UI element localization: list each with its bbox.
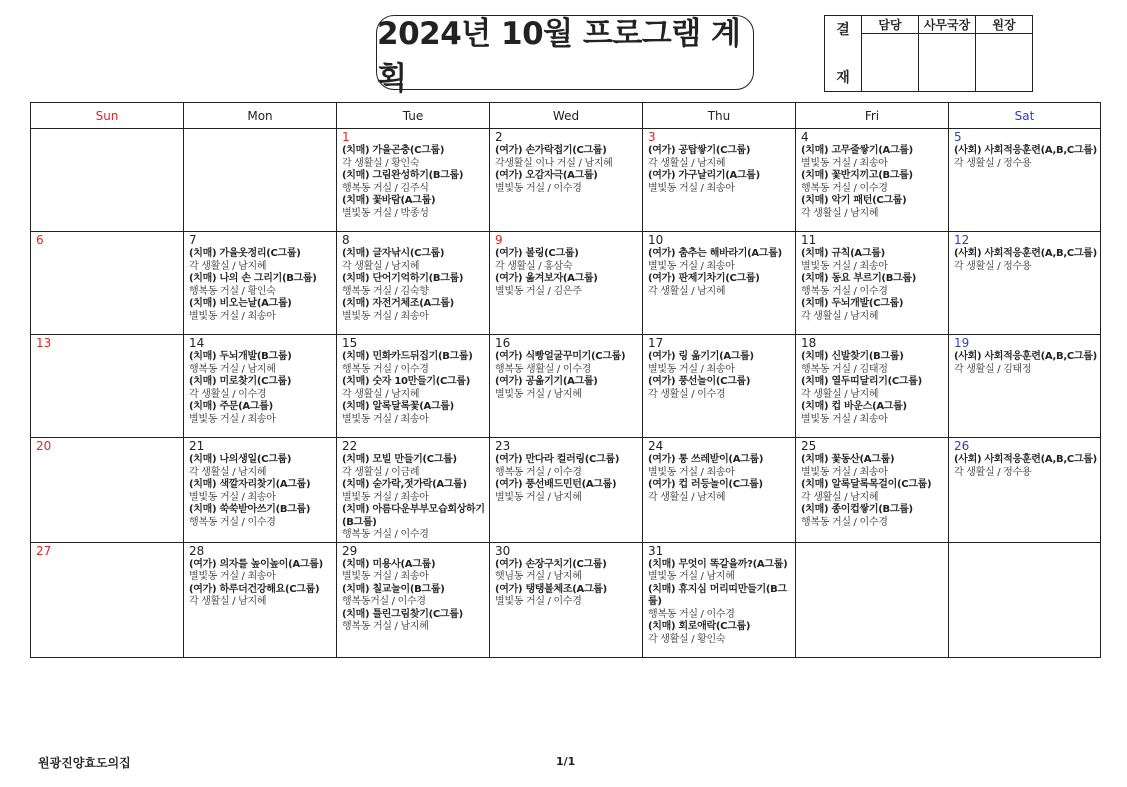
- day-number: 31: [648, 543, 664, 558]
- week-row: [31, 232, 1101, 335]
- program-place-staff: 행복동 거실 / 김주식: [342, 182, 429, 194]
- program-place-staff: 각 생활실 / 남지혜: [648, 491, 726, 503]
- program-title: (치매) 열두띠달리기(C그룹): [801, 376, 922, 387]
- program-event: [643, 170, 795, 195]
- program-event: [643, 248, 795, 273]
- program-event: [337, 479, 489, 504]
- program-place-staff: 각 생활실 / 남지혜: [801, 491, 879, 503]
- program-title: (치매) 두뇌개발(B그룹): [189, 351, 292, 362]
- footer-page-number: 1/1: [556, 755, 576, 768]
- program-place-staff: 각 생활실 / 황인숙: [648, 633, 726, 645]
- day-number: 18: [801, 336, 817, 350]
- program-title: (치매) 꽃바람(A그룹): [342, 195, 436, 206]
- program-place-staff: 각 생활실 / 이금례: [342, 466, 420, 478]
- program-place-staff: 행복동 생활실 / 이수경: [495, 363, 591, 375]
- program-place-staff: 별빛동 거실 / 최송아: [801, 260, 888, 272]
- program-title: (여가) 판제기차기(C그룹): [648, 273, 760, 284]
- day-cell: [31, 438, 184, 543]
- program-place-staff: 각 생활실 / 남지혜: [648, 285, 726, 297]
- program-place-staff: 행복동 거실 / 김숙향: [342, 285, 429, 297]
- day-cell: [796, 335, 949, 438]
- day-cell: [643, 232, 796, 335]
- program-title: (치매) 종이컵쌓기(B그룹): [801, 504, 913, 515]
- day-cell: [643, 129, 796, 232]
- program-place-staff: 별빛동 거실 / 최송아: [342, 571, 429, 582]
- program-place-staff: 각 생활실 / 김태정: [954, 363, 1032, 375]
- program-title: (치매) 자전거체조(A그룹): [342, 298, 454, 309]
- program-event: [796, 170, 948, 195]
- day-cell: [643, 542, 796, 657]
- program-place-staff: 각 생활실 / 남지혜: [801, 310, 879, 322]
- day-number: 10: [648, 233, 664, 247]
- day-number: 3: [648, 130, 656, 144]
- program-title: (여가) 볼링(C그룹): [495, 248, 579, 259]
- program-event: [337, 351, 489, 376]
- day-number: 23: [495, 439, 511, 453]
- day-cell: [490, 438, 643, 543]
- day-number: 8: [342, 233, 350, 247]
- week-row: [31, 335, 1101, 438]
- program-event: [337, 195, 489, 220]
- day-cell: [796, 232, 949, 335]
- program-place-staff: 각 생활실 / 남지혜: [801, 207, 879, 219]
- program-event: [184, 559, 336, 584]
- program-event: [796, 351, 948, 376]
- program-place-staff: 행복동 거실 / 남지혜: [342, 621, 429, 632]
- program-title: (치매) 아름다운부부모습회상하기(B그룹): [342, 504, 485, 528]
- page-title: 2024년 10월 프로그램 계획: [376, 15, 754, 90]
- program-title: (치매) 숫자 10만들기(C그룹): [342, 376, 471, 387]
- day-number: 6: [36, 233, 44, 247]
- day-cell: [490, 335, 643, 438]
- footer-org: 원광진양효도의집: [38, 756, 131, 770]
- program-event: [337, 298, 489, 323]
- program-title: (치매) 알록달록목걸이(C그룹): [801, 479, 932, 490]
- program-event: [796, 454, 948, 479]
- program-event: [337, 401, 489, 426]
- program-title: (치매) 그림완성하기(B그룹): [342, 170, 464, 181]
- approval-sign-director[interactable]: [976, 34, 1033, 92]
- program-place-staff: 별빛동 거실 / 최송아: [648, 466, 735, 478]
- program-place-staff: 각 생활실 / 남지혜: [342, 260, 420, 272]
- program-place-staff: 각생활실 이나 거실 / 남지혜: [495, 157, 613, 169]
- day-cell: [31, 232, 184, 335]
- program-title: (여가) 오감자극(A그룹): [495, 170, 598, 181]
- program-event: [337, 584, 489, 609]
- program-place-staff: 행복동 거실 / 이수경: [495, 466, 582, 478]
- day-number: 7: [189, 233, 197, 247]
- approval-box: [824, 15, 1033, 92]
- program-title: (치매) 규칙(A그룹): [801, 248, 885, 259]
- weekday-sun: Sun: [31, 103, 184, 129]
- approval-header-staff: 담당: [862, 16, 919, 34]
- program-event: [337, 504, 489, 542]
- program-title: (치매) 동요 부르기(B그룹): [801, 273, 917, 284]
- program-event: [337, 609, 489, 634]
- day-cell: [490, 129, 643, 232]
- program-place-staff: 각 생활실 / 홍삼숙: [495, 260, 573, 272]
- program-place-staff: 행복동 거실 / 이수경: [801, 182, 888, 194]
- day-number: 13: [36, 336, 52, 350]
- program-title: (치매) 미로찾기(C그룹): [189, 376, 292, 387]
- program-place-staff: 별빛동 거실 / 남지혜: [495, 491, 582, 503]
- day-number: 20: [36, 439, 52, 453]
- day-number: 27: [36, 543, 52, 558]
- day-cell: [31, 542, 184, 657]
- program-place-staff: 행복동 거실 / 이수경: [342, 363, 429, 375]
- program-event: [337, 145, 489, 170]
- weekday-tue: Tue: [337, 103, 490, 129]
- program-event: [949, 351, 1100, 376]
- program-title: (치매) 민화카드뒤집기(B그룹): [342, 351, 473, 362]
- weekday-sat: Sat: [949, 103, 1101, 129]
- program-title: (치매) 비오는날(A그룹): [189, 298, 292, 309]
- program-title: (여가) 손가락접기(C그룹): [495, 145, 607, 156]
- day-cell: [949, 232, 1101, 335]
- program-event: [643, 584, 795, 622]
- program-title: (여가) 통 쓰레받이(A그룹): [648, 454, 764, 465]
- program-title: (여가) 의자를 높이높이(A그룹): [189, 558, 323, 570]
- day-cell: [796, 129, 949, 232]
- program-event: [796, 195, 948, 220]
- program-title: (치매) 칠교놀이(B그룹): [342, 583, 445, 595]
- program-place-staff: 별빛동 거실 / 최송아: [801, 157, 888, 169]
- program-title: (치매) 글자낚시(C그룹): [342, 248, 445, 259]
- day-number: 30: [495, 543, 511, 558]
- day-number: 16: [495, 336, 511, 350]
- day-cell: [643, 335, 796, 438]
- program-place-staff: 각 생활실 / 남지혜: [342, 388, 420, 400]
- program-event: [490, 584, 642, 609]
- program-title: (치매) 미용사(A그룹): [342, 558, 436, 570]
- program-event: [337, 273, 489, 298]
- program-title: (여가) 만다라 컬러링(C그룹): [495, 454, 620, 465]
- day-number: 21: [189, 439, 205, 453]
- program-event: [184, 504, 336, 529]
- program-place-staff: 별빛동 거실 / 박종성: [342, 207, 429, 219]
- approval-label-top: 결: [836, 21, 850, 38]
- day-cell: [643, 438, 796, 543]
- day-number: 9: [495, 233, 503, 247]
- program-event: [490, 145, 642, 170]
- program-title: (사회) 사회적응훈련(A,B,C그룹): [954, 145, 1097, 156]
- week-row: [31, 542, 1101, 657]
- day-cell: [949, 129, 1101, 232]
- program-place-staff: 행복동 거실 / 이수경: [342, 529, 429, 540]
- program-place-staff: 각 생활실 / 이수경: [648, 388, 726, 400]
- program-event: [490, 454, 642, 479]
- day-number: 22: [342, 439, 358, 453]
- day-cell: [184, 129, 337, 232]
- calendar-table: [30, 102, 1101, 658]
- program-event: [796, 273, 948, 298]
- program-place-staff: 별빛동 거실 / 최송아: [189, 310, 276, 322]
- day-cell: [31, 335, 184, 438]
- program-title: (치매) 주문(A그룹): [189, 401, 273, 412]
- program-title: (여가) 춤추는 해바라기(A그룹): [648, 248, 782, 259]
- program-title: (여가) 링 옮기기(A그룹): [648, 351, 754, 362]
- day-number: 5: [954, 130, 962, 144]
- program-event: [796, 298, 948, 323]
- program-event: [184, 454, 336, 479]
- day-number: 14: [189, 336, 205, 350]
- program-event: [184, 479, 336, 504]
- program-event: [643, 454, 795, 479]
- program-title: (치매) 색깔자리찾기(A그룹): [189, 479, 311, 490]
- day-cell: [337, 542, 490, 657]
- day-number: 26: [954, 439, 970, 453]
- program-event: [184, 376, 336, 401]
- program-title: (사회) 사회적응훈련(A,B,C그룹): [954, 351, 1097, 362]
- program-title: (사회) 사회적응훈련(A,B,C그룹): [954, 248, 1097, 259]
- program-event: [490, 479, 642, 504]
- week-row: [31, 129, 1101, 232]
- program-event: [949, 454, 1100, 479]
- program-place-staff: 행복동 거실 / 김태정: [801, 363, 888, 375]
- program-place-staff: 각 생활실 / 정수용: [954, 466, 1032, 478]
- weekday-mon: Mon: [184, 103, 337, 129]
- program-place-staff: 별빛동 거실 / 최송아: [342, 491, 429, 503]
- day-cell: [31, 129, 184, 232]
- program-event: [184, 401, 336, 426]
- weekday-wed: Wed: [490, 103, 643, 129]
- day-number: 28: [189, 543, 205, 558]
- weekday-header-row: [31, 103, 1101, 129]
- program-title: (치매) 꽃동산(A그룹): [801, 454, 895, 465]
- program-place-staff: 각 생활실 / 남지혜: [189, 260, 267, 272]
- program-title: (치매) 가을옷정리(C그룹): [189, 248, 301, 259]
- day-number: 29: [342, 543, 358, 558]
- program-event: [643, 621, 795, 646]
- approval-header-director: 원장: [976, 16, 1033, 34]
- program-title: (여가) 풍선놀이(C그룹): [648, 376, 751, 387]
- program-place-staff: 별빛동 거실 / 남지혜: [495, 388, 582, 400]
- program-event: [643, 559, 795, 584]
- day-cell: [949, 438, 1101, 543]
- program-title: (치매) 틀린그림찾기(C그룹): [342, 608, 463, 620]
- program-place-staff: 별빛동 거실 / 남지혜: [648, 571, 735, 582]
- day-cell: [337, 335, 490, 438]
- day-number: 4: [801, 130, 809, 144]
- program-title: (여가) 공옮기기(A그룹): [495, 376, 598, 387]
- program-place-staff: 각 생활실 / 황인숙: [342, 157, 420, 169]
- program-event: [796, 401, 948, 426]
- program-title: (치매) 단어기억하기(B그룹): [342, 273, 464, 284]
- day-number: 17: [648, 336, 664, 350]
- day-cell: [949, 335, 1101, 438]
- program-title: (치매) 나의 손 그리기(B그룹): [189, 273, 317, 284]
- program-event: [643, 145, 795, 170]
- day-number: 15: [342, 336, 358, 350]
- program-event: [643, 273, 795, 298]
- program-event: [796, 504, 948, 529]
- program-event: [337, 376, 489, 401]
- program-event: [184, 584, 336, 609]
- day-number: 12: [954, 233, 970, 247]
- day-cell: [490, 542, 643, 657]
- weekday-thu: Thu: [643, 103, 796, 129]
- program-place-staff: 별빛동 거실 / 최송아: [648, 363, 735, 375]
- program-title: (여가) 탱탱볼체조(A그룹): [495, 583, 607, 595]
- program-title: (여가) 공탑쌓기(C그룹): [648, 145, 751, 156]
- program-title: (여가) 가구날리기(A그룹): [648, 170, 760, 181]
- program-title: (사회) 사회적응훈련(A,B,C그룹): [954, 454, 1097, 465]
- program-place-staff: 별빛동 거실 / 이수경: [495, 596, 582, 607]
- program-title: (치매) 숟가락,젓가락(A그룹): [342, 479, 467, 490]
- program-event: [949, 145, 1100, 170]
- day-cell: [796, 542, 949, 657]
- program-title: (여가) 옮겨보자(A그룹): [495, 273, 598, 284]
- program-place-staff: 별빛동 거실 / 김은주: [495, 285, 582, 297]
- program-event: [337, 559, 489, 584]
- program-title: (치매) 나의생일(C그룹): [189, 454, 292, 465]
- program-place-staff: 행복동 거실 / 남지혜: [189, 363, 276, 375]
- program-place-staff: 별빛동 거실 / 최송아: [648, 260, 735, 272]
- day-cell: [184, 335, 337, 438]
- program-title: (치매) 악기 패턴(C그룹): [801, 195, 907, 206]
- program-title: (치매) 쑥쑥받아쓰기(B그룹): [189, 504, 311, 515]
- day-cell: [184, 438, 337, 543]
- day-number: 24: [648, 439, 664, 453]
- day-number: [949, 543, 1100, 544]
- program-place-staff: 각 생활실 / 남지혜: [648, 157, 726, 169]
- program-place-staff: 행복동 거실 / 황인숙: [189, 285, 276, 297]
- program-place-staff: 행복동 거실 / 이수경: [801, 516, 888, 528]
- program-event: [796, 479, 948, 504]
- program-place-staff: 별빛동 거실 / 최송아: [342, 310, 429, 322]
- program-title: (치매) 고무줄쌓기(A그룹): [801, 145, 913, 156]
- program-event: [796, 248, 948, 273]
- program-place-staff: 행복동 거실 / 이수경: [648, 608, 735, 620]
- program-title: (여가) 풍선배드민턴(A그룹): [495, 479, 617, 490]
- program-event: [796, 145, 948, 170]
- program-event: [184, 273, 336, 298]
- program-place-staff: 행복동거실 / 이수경: [342, 596, 426, 607]
- program-event: [490, 559, 642, 584]
- week-row: [31, 438, 1101, 543]
- program-title: (치매) 신발찾기(B그룹): [801, 351, 904, 362]
- program-event: [184, 298, 336, 323]
- program-title: (치매) 무엇이 똑같을까?(A그룹): [648, 558, 788, 570]
- program-title: (치매) 가을곤충(C그룹): [342, 145, 445, 156]
- program-title: (여가) 손장구치기(C그룹): [495, 558, 607, 570]
- program-title: (여가) 식빵얼굴꾸미기(C그룹): [495, 351, 626, 362]
- day-cell: [337, 129, 490, 232]
- program-title: (여가) 컵 러등놀이(C그룹): [648, 479, 763, 490]
- program-title: (치매) 꽃반지끼고(B그룹): [801, 170, 913, 181]
- program-place-staff: 햇님동 거실 / 남지혜: [495, 571, 582, 582]
- program-title: (치매) 두뇌개발(C그룹): [801, 298, 904, 309]
- program-event: [337, 248, 489, 273]
- program-event: [490, 351, 642, 376]
- day-number: [796, 543, 948, 544]
- program-place-staff: 별빛동 거실 / 최송아: [189, 491, 276, 503]
- program-place-staff: 행복동 거실 / 이수경: [801, 285, 888, 297]
- program-event: [490, 273, 642, 298]
- day-cell: [184, 232, 337, 335]
- program-place-staff: 별빛동 거실 / 최송아: [189, 571, 276, 582]
- program-title: (치매) 휴지심 머리띠만들기(B그룹): [648, 583, 787, 607]
- program-event: [490, 248, 642, 273]
- program-event: [184, 248, 336, 273]
- program-place-staff: 각 생활실 / 남지혜: [189, 596, 267, 607]
- program-place-staff: 별빛동 거실 / 최송아: [342, 413, 429, 425]
- approval-sign-staff[interactable]: [862, 34, 919, 92]
- day-number: 2: [495, 130, 503, 144]
- program-title: (치매) 컵 바운스(A그룹): [801, 401, 907, 412]
- day-cell: [337, 232, 490, 335]
- day-cell: [490, 232, 643, 335]
- program-place-staff: 별빛동 거실 / 이수경: [495, 182, 582, 194]
- day-number: [184, 129, 336, 130]
- program-event: [949, 248, 1100, 273]
- program-place-staff: 행복동 거실 / 이수경: [189, 516, 276, 528]
- program-place-staff: 각 생활실 / 정수용: [954, 260, 1032, 272]
- program-place-staff: 별빛동 거실 / 최송아: [801, 466, 888, 478]
- weekday-fri: Fri: [796, 103, 949, 129]
- program-title: (치매) 알록달록꽃(A그룹): [342, 401, 454, 412]
- program-place-staff: 별빛동 거실 / 최송아: [648, 182, 735, 194]
- day-number: [31, 129, 183, 130]
- program-place-staff: 각 생활실 / 남지혜: [189, 466, 267, 478]
- program-event: [643, 479, 795, 504]
- day-number: 11: [801, 233, 817, 247]
- program-event: [184, 351, 336, 376]
- approval-sign-manager[interactable]: [919, 34, 976, 92]
- program-place-staff: 각 생활실 / 정수용: [954, 157, 1032, 169]
- program-event: [490, 376, 642, 401]
- program-place-staff: 별빛동 거실 / 최송아: [189, 413, 276, 425]
- day-number: 25: [801, 439, 817, 453]
- program-event: [337, 454, 489, 479]
- program-event: [796, 376, 948, 401]
- approval-label: [825, 16, 862, 92]
- program-event: [337, 170, 489, 195]
- program-place-staff: 각 생활실 / 남지혜: [801, 388, 879, 400]
- day-number: 19: [954, 336, 970, 350]
- program-event: [643, 351, 795, 376]
- program-place-staff: 각 생활실 / 이수경: [189, 388, 267, 400]
- program-place-staff: 별빛동 거실 / 최송아: [801, 413, 888, 425]
- day-cell: [949, 542, 1101, 657]
- day-cell: [796, 438, 949, 543]
- day-cell: [337, 438, 490, 543]
- program-event: [643, 376, 795, 401]
- program-title: (치매) 회로애락(C그룹): [648, 621, 751, 632]
- program-event: [490, 170, 642, 195]
- program-title: (여가) 하루더건강해요(C그룹): [189, 583, 320, 595]
- approval-header-manager: 사무국장: [919, 16, 976, 34]
- day-cell: [184, 542, 337, 657]
- program-title: (치매) 모빌 만들기(C그룹): [342, 454, 457, 465]
- approval-label-bottom: 재: [836, 69, 850, 86]
- day-number: 1: [342, 130, 350, 144]
